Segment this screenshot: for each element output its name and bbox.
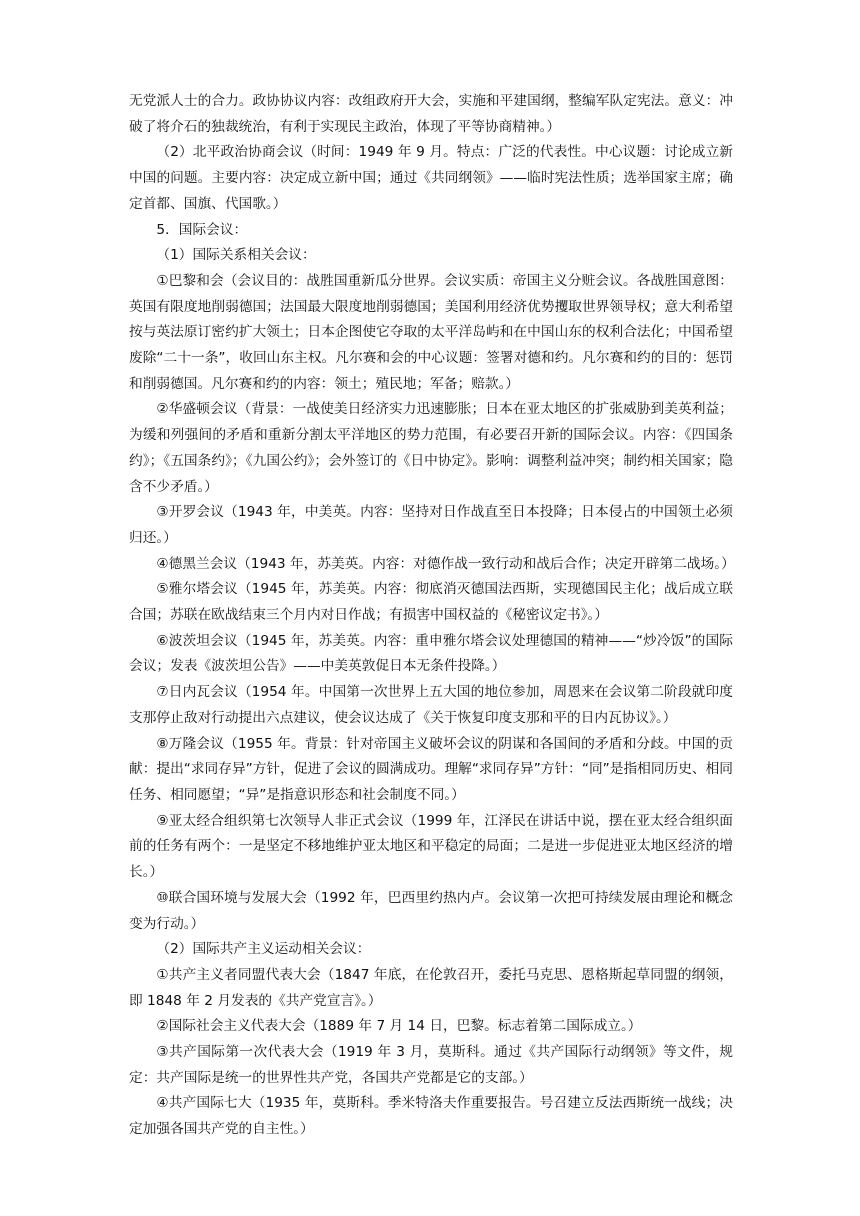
paragraph-paris-peace-conference: ①巴黎和会（会议目的：战胜国重新瓜分世界。会议实质：帝国主义分赃会议。各战胜国意图：英国有限度地削弱德国；法国最大限度地削弱德国；美国利用经济优势攫取世界领导权；意大利希望按与英法原订密约扩大领土；日本企图使它夺取的太平洋岛屿和在中国山东的权利合法化；中国希望废除“二十一条”，收回山东主权。凡尔赛和会的中心议题：签署对德和约。凡尔赛和约的目的：惩罚和削弱德国。凡尔赛和约的内容：领土；殖民地；军备；赔款。） [129, 272, 733, 392]
paragraph-un-environment-conference: ⑩联合国环境与发展大会（1992 年，巴西里约热内卢。会议第一次把可持续发展由理论和概念变为行动。） [129, 889, 733, 932]
subsection-heading-communist-movement: （2）国际共产主义运动相关会议： [156, 941, 371, 958]
paragraph-tehran-conference: ④德黑兰会议（1943 年，苏美英。内容：对德作战一致行动和战后合作；决定开辟第二战场。） [156, 555, 735, 572]
paragraph-bandung-conference: ⑧万隆会议（1955 年。背景：针对帝国主义破坏会议的阴谋和各国间的矛盾和分歧。中国的贡献：提出“求同存异”方针，促进了会议的圆满成功。理解“求同存异”方针：“同”是指相同历史、相同任务、相同愿望；“异”是指意识形态和社会制度不同。） [129, 735, 733, 803]
paragraph-socialist-congress: ②国际社会主义代表大会（1889 年 7 月 14 日，巴黎。标志着第二国际成立。） [156, 1018, 642, 1035]
paragraph-political-consultation-agreement: 无党派人士的合力。政协协议内容：改组政府开大会，实施和平建国纲，整编军队定宪法。意义：冲破了将介石的独裁统治，有利于实现民主政治，体现了平等协商精神。） [129, 93, 733, 135]
paragraph-cairo-conference: ③开罗会议（1943 年，中美英。内容：坚持对日作战直至日本投降；日本侵占的中国领土必须归还。） [129, 504, 733, 546]
paragraph-washington-conference: ②华盛顿会议（背景：一战使美日经济实力迅速膨胀；日本在亚太地区的扩张威胁到美英利益；为缓和列强间的矛盾和重新分割太平洋地区的势力范围，有必要召开新的国际会议。内容：《四国条约》；《五国条约》；《九国公约》；会外签订的《日中协定》。影响：调整利益冲突；制约相关国家；隐含不少矛盾。） [129, 401, 733, 495]
document-page [129, 89, 733, 1143]
paragraph-potsdam-conference: ⑥波茨坦会议（1945 年，苏美英。内容：重申雅尔塔会议处理德国的精神——“炒冷饭”的国际会议；发表《波茨坦公告》——中美英敦促日本无条件投降。） [129, 632, 733, 675]
paragraph-geneva-conference: ⑦日内瓦会议（1954 年。中国第一次世界上五大国的地位参加，周恩来在会议第二阶段就印度支那停止敌对行动提出六点建议，使会议达成了《关于恢复印度支那和平的日内瓦协议》。） [129, 684, 733, 726]
paragraph-yalta-conference: ⑤雅尔塔会议（1945 年，苏美英。内容：彻底消灭德国法西斯，实现德国民主化；战后成立联合国；苏联在欧战结束三个月内对日作战；有损害中国权益的《秘密议定书》。） [129, 581, 733, 624]
section-heading-international-conferences: 5．国际会议： [156, 221, 248, 238]
paragraph-comintern-first-congress: ③共产国际第一次代表大会（1919 年 3 月，莫斯科。通过《共产国际行动纲领》等文件，规定：共产国际是统一的世界性共产党，各国共产党都是它的支部。） [129, 1044, 733, 1086]
paragraph-communist-league-congress: ①共产主义者同盟代表大会（1847 年底，在伦敦召开，委托马克思、恩格斯起草同盟的纲领，即 1848 年 2 月发表的《共产党宣言》。） [129, 966, 733, 1009]
paragraph-beiping-cppcc: （2）北平政治协商会议（时间：1949 年 9 月。特点：广泛的代表性。中心议题：讨论成立新中国的问题。主要内容：决定成立新中国；通过《共同纲领》——临时宪法性质；选举国家主席；确定首都、国旗、代国歌。） [129, 144, 733, 212]
paragraph-comintern-seventh-congress: ④共产国际七大（1935 年，莫斯科。季米特洛夫作重要报告。号召建立反法西斯统一战线；决定加强各国共产党的自主性。） [129, 1095, 733, 1138]
subsection-heading-international-relations: （1）国际关系相关会议： [156, 247, 316, 264]
paragraph-apec-meeting: ⑨亚太经合组织第七次领导人非正式会议（1999 年，江泽民在讲话中说，摆在亚太经合组织面前的任务有两个：一是坚定不移地维护亚太地区和平稳定的局面；二是进一步促进亚太地区经济的增长。） [129, 812, 733, 881]
